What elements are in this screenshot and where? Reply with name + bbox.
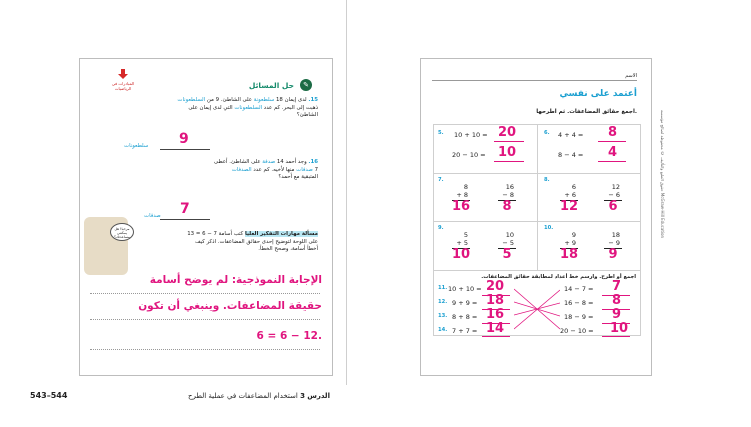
addend: 6: [571, 183, 576, 191]
subtrahend: − 8: [502, 191, 514, 199]
answer: 18: [486, 293, 505, 308]
answer: 8: [612, 293, 622, 308]
addend: + 5: [456, 239, 468, 247]
answer: 10: [451, 247, 471, 262]
p16-keyword: صدفة: [262, 159, 277, 165]
answer-line: [602, 336, 630, 337]
grid-divider: [434, 173, 640, 174]
p16-num: 14: [276, 159, 284, 165]
problem-number: 7.: [438, 177, 444, 183]
subtrahend: − 6: [608, 191, 620, 199]
hots-problem: [118, 231, 318, 254]
answer: 4: [608, 145, 618, 160]
writing-line: [90, 319, 320, 320]
model-answer-line: الإجابة النموذجية: لم يوضح أسامة: [149, 274, 322, 286]
answer: 10: [610, 321, 629, 336]
problem-number: 16.: [308, 159, 318, 165]
p16-keyword: الصدفات: [231, 166, 252, 173]
answer: 20: [486, 279, 505, 294]
addend: + 6: [564, 191, 576, 199]
lesson-title: استخدام المضاعفات في عملية الطرح: [188, 392, 298, 400]
problem-number: 9.: [438, 225, 444, 231]
answer: 8: [502, 199, 512, 214]
problem-number: 8.: [544, 177, 550, 183]
addend: + 9: [564, 239, 576, 247]
equation: 20 − 10 =: [452, 151, 486, 159]
p15-keyword: السلطعونات: [177, 97, 206, 103]
answer-unit: سلطعونات: [124, 143, 149, 149]
addend: 9: [571, 231, 576, 239]
problem-16: [158, 159, 318, 182]
p16-text: المتبقية مع أحمد؟: [278, 174, 318, 180]
hots-text: على اللوحة لتوضيح إحدى حقائق المضاعفات. اذكر كيف: [195, 238, 318, 245]
p15-text: على الشاطئ.: [219, 97, 254, 103]
page-title: أعتمد على نفسي: [559, 89, 637, 99]
p16-num: 7: [314, 166, 318, 173]
p15-keyword: السلطعونات: [234, 104, 263, 111]
p15-keyword: سلطعونة: [253, 97, 276, 103]
answer-line: [160, 219, 210, 220]
p15-text: التي لدى إيمان على: [188, 104, 235, 111]
problem-solving-icon: ✎: [300, 79, 312, 91]
p15-text: من: [205, 97, 216, 103]
section-title: حل المسائل: [248, 81, 294, 90]
equation: 10 + 10 =: [448, 285, 482, 293]
answer-line: [494, 161, 524, 162]
minuend: 16: [505, 183, 514, 191]
grid-divider: [434, 221, 640, 222]
copyright-notice: حقوق الطبع والتأليف © محفوظة لصالح مؤسسة McGraw-Hill Education: [660, 110, 665, 238]
answer: 6: [608, 199, 618, 214]
problem-number: 5.: [438, 130, 444, 136]
minuend: 12: [611, 183, 620, 191]
p15-text: لدى إيمان: [282, 97, 307, 103]
lesson-number: 3: [300, 392, 305, 400]
p16-text: منها لأخيه. كم عدد: [251, 166, 297, 173]
lesson-word: الدرس: [307, 392, 330, 400]
p16-text: على الشاطئ. أعطى: [213, 159, 263, 165]
flag-label: المبادرات في الرياضيات: [111, 81, 135, 91]
subtrahend: − 5: [502, 239, 514, 247]
equation: 8 − 4 =: [558, 151, 584, 159]
answer: 20: [498, 125, 517, 140]
equation: 16 − 8 =: [564, 299, 594, 307]
answer-15: 9: [179, 131, 189, 147]
instructions: اجمع حقائق المضاعفات. ثم اطرحها.: [536, 109, 637, 115]
hots-text: كتب أسامة 7 − 6 = 13: [187, 231, 245, 237]
matching-lines: [514, 285, 560, 335]
problem-number: 14.: [438, 327, 448, 333]
problem-number: 13.: [438, 313, 448, 319]
answer-line: [160, 149, 210, 150]
equation: 14 − 7 =: [564, 285, 594, 293]
answer: 10: [498, 145, 517, 160]
p15-num: 18: [276, 97, 283, 103]
answer-16: 7: [180, 201, 190, 217]
answer: 9: [608, 247, 618, 262]
answer: 7: [612, 279, 622, 294]
spread-divider: [346, 0, 347, 385]
equation: 10 + 10 =: [454, 131, 488, 139]
p15-text: ذهبت إلى البحر. كم عدد: [262, 104, 318, 111]
p15-num: 9: [215, 97, 220, 103]
problem-number: 12.: [438, 299, 448, 305]
answer: 12: [559, 199, 579, 214]
problem-number: 15.: [308, 97, 318, 103]
hots-text: أخطأ أسامة، وصحح الخطأ.: [258, 246, 318, 252]
answer: 18: [559, 247, 579, 262]
answer: 8: [608, 125, 618, 140]
speech-bubble: مرحبا! هل يمكنني مساعدتك؟: [110, 223, 134, 241]
answer: 16: [451, 199, 471, 214]
minuend: 10: [505, 231, 514, 239]
writing-line: [90, 293, 320, 294]
equation: 20 − 10 =: [560, 327, 594, 335]
p16-keyword: صدفات: [296, 166, 315, 173]
answer-line: [598, 141, 626, 142]
p15-text: الشاطئ؟: [296, 112, 318, 118]
equation: 18 − 9 =: [564, 313, 594, 321]
problem-number: 11.: [438, 285, 448, 291]
exercise-grid: [433, 124, 641, 336]
writing-line: [90, 349, 320, 350]
problem-number: 10.: [544, 225, 554, 231]
grid-divider: [434, 270, 640, 271]
answer: 5: [502, 247, 512, 262]
minuend: 18: [611, 231, 620, 239]
matching-instructions: اجمع أو اطرح. وارسم خط أعداد لمطابقة حقائق المضاعفات.: [481, 274, 636, 280]
answer-line: [598, 161, 626, 162]
answer: 14: [486, 321, 505, 336]
addend: + 8: [456, 191, 468, 199]
answer-line: [482, 336, 510, 337]
hots-title: مسألة مهارات التفكير العليا: [244, 231, 318, 237]
answer-line: [494, 141, 524, 142]
equation: 8 + 8 =: [452, 313, 478, 321]
problem-15: [88, 97, 318, 120]
grid-divider: [537, 125, 538, 270]
addend: 5: [463, 231, 468, 239]
p16-text: وجد أحمد: [283, 159, 307, 165]
answer-unit: صدفات: [144, 213, 161, 219]
name-field-label: الاسم: [432, 73, 637, 81]
model-answer-line: حقيقة المضاعفات. وينبغي أن تكون: [138, 300, 322, 312]
model-answer-line: .12 − 6 = 6: [256, 330, 322, 342]
equation: 7 + 7 =: [452, 327, 478, 335]
answer: 9: [612, 307, 622, 322]
equation: 4 + 4 =: [558, 131, 584, 139]
right-page: [420, 58, 652, 376]
addend: 8: [463, 183, 468, 191]
answer: 16: [486, 307, 505, 322]
left-page: [79, 58, 333, 376]
lesson-footer: [188, 392, 330, 400]
page-numbers: 543–544: [30, 391, 68, 400]
problem-number: 6.: [544, 130, 550, 136]
subtrahend: − 9: [608, 239, 620, 247]
arrow-down-icon: [118, 69, 128, 79]
equation: 9 + 9 =: [452, 299, 478, 307]
